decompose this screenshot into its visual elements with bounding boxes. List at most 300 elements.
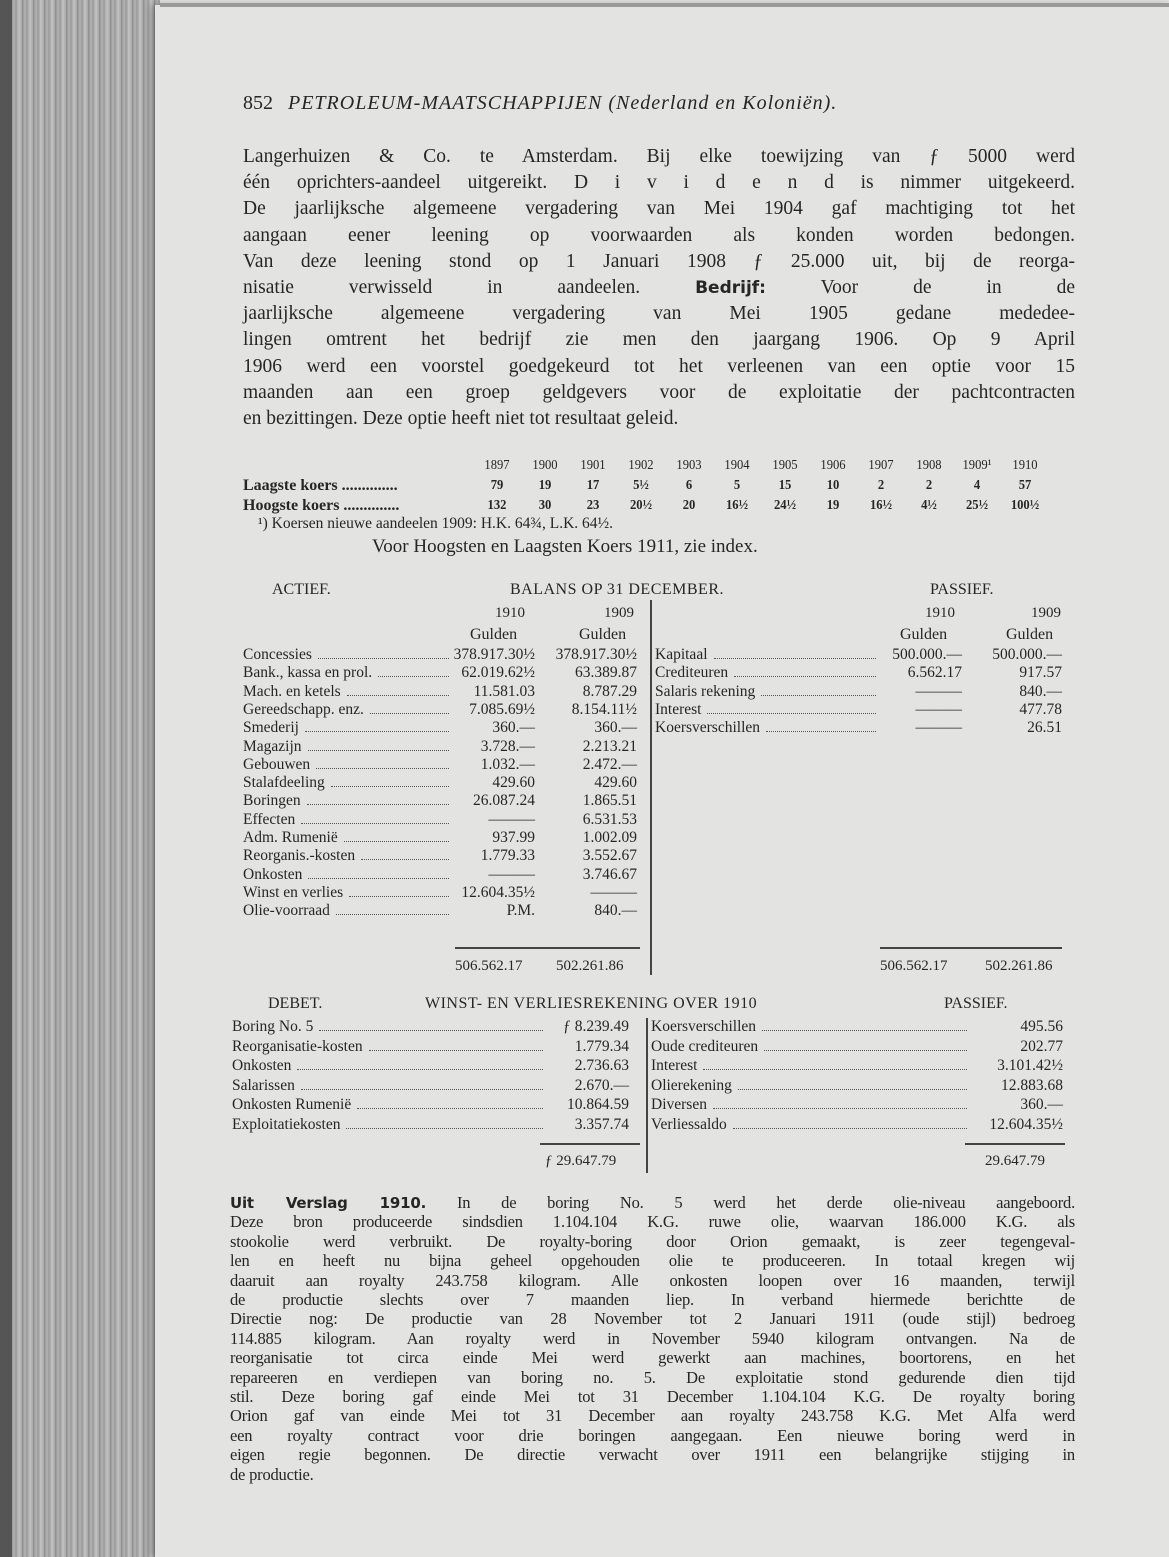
table-row [232, 1077, 629, 1095]
debet-heading: DEBET. [268, 995, 323, 1012]
table-row [651, 1096, 1063, 1114]
page-top-edge [160, 3, 1169, 7]
text-line [230, 1271, 1075, 1290]
row-label: Boringen [243, 792, 301, 810]
row-value: 360.— [1020, 1096, 1063, 1114]
row-label-wrap [243, 829, 453, 847]
row-label: Gebouwen [243, 755, 311, 773]
dot-leader [301, 1077, 543, 1090]
row-value: 3.101.42½ [997, 1057, 1063, 1075]
text-run: repareeren en verdiepen van boring no. 5. De exploitatie stond gedurende dien tijd [230, 1367, 1075, 1387]
row-value: 62.019.62½ [461, 664, 535, 682]
koers-value: 17 [586, 478, 600, 493]
text-run: stookolie werd verbruikt. De royalty-boring door Orion gemaakt, is zeer tegengeval- [230, 1231, 1075, 1251]
text-line [243, 224, 1075, 248]
table-row [243, 884, 637, 902]
text-run: de productie slechts over 7 maanden liep. In verband hiermede berichtte de [230, 1290, 1075, 1309]
text-run: Deze bron produceerde sindsdien 1.104.104 K.G. ruwe olie, waarvan 186.000 K.G. als [230, 1212, 1075, 1232]
row-value: 1.032.— [480, 755, 535, 773]
koers-row [243, 476, 1049, 496]
row-value: 11.581.03 [473, 682, 535, 700]
row-value: 378.917.30½ [555, 646, 637, 663]
row-value: 1.865.51 [582, 792, 637, 810]
text-line [230, 1368, 1075, 1387]
row-value: 2.472.— [582, 755, 637, 773]
koers-value: 23 [586, 498, 600, 513]
dot-leader [738, 1077, 967, 1090]
row-label: Adm. Rumenië [243, 829, 338, 846]
text-run: jaarlijksche algemeene vergadering van Mei 1905 gedane mededee- [243, 303, 1075, 325]
row-label: Reorganis.-kosten [243, 847, 356, 865]
text-line [243, 276, 1075, 300]
row-value: 63.389.87 [575, 664, 637, 682]
text-run: len en heeft nu bijna geheel opgehouden olie te produceeren. In totaal kregen wij [230, 1251, 1075, 1271]
column-year: 1910 [495, 605, 525, 621]
year-header: 1905 [772, 458, 798, 473]
table-row [232, 1038, 629, 1056]
row-value: ——— [915, 719, 962, 737]
row-label-wrap [243, 884, 453, 902]
row-value: 8.787.29 [582, 682, 637, 700]
row-label-wrap [651, 1077, 971, 1095]
row-label: Onkosten [243, 865, 303, 883]
dot-leader [703, 1057, 967, 1070]
table-row [655, 646, 1062, 664]
footnote: ¹) Koersen nieuwe aandeelen 1909: H.K. 64¾, L.K. 64½. [258, 515, 614, 532]
table-row [651, 1116, 1063, 1134]
run-in-heading: Bedrijf: [695, 278, 766, 298]
text-run: nisatie verwisseld in aandeelen. [243, 277, 696, 298]
row-label-wrap [232, 1096, 547, 1114]
total: 506.562.17 [455, 958, 523, 974]
row-value: 1.779.34 [574, 1037, 629, 1055]
year-header: 1900 [532, 458, 558, 473]
text-run: een royalty contract voor drie boringen aangegaan. Een nieuwe boring werd in [230, 1425, 1075, 1445]
year-header-row [243, 456, 1049, 476]
koers-row [243, 496, 1049, 516]
column-year: 1909 [604, 605, 634, 621]
table-row [243, 664, 637, 682]
row-label: Interest [655, 700, 702, 718]
total-rule [880, 947, 1062, 949]
koers-value: 10 [826, 478, 840, 493]
row-value: ——— [590, 883, 637, 901]
column-year: 1910 [925, 605, 955, 621]
text-line [230, 1232, 1075, 1251]
year-header: 1897 [484, 458, 510, 473]
row-label-wrap [243, 719, 453, 737]
year-header: 1909¹ [962, 458, 992, 473]
text-line [230, 1329, 1075, 1348]
text-line [230, 1212, 1075, 1231]
row-label: Oude crediteuren [651, 1037, 759, 1055]
table-row [243, 719, 637, 737]
row-label-wrap [651, 1018, 971, 1036]
dot-leader [761, 683, 876, 696]
spacer [243, 456, 473, 476]
text-run: De jaarlijksche algemeene vergadering van Mei 1904 gaf machtiging tot het [243, 198, 1075, 220]
dot-leader [734, 664, 876, 677]
text-line [230, 1193, 1075, 1212]
header-title: PETROLEUM-MAATSCHAPPIJEN (Nederland en Koloniën). [288, 92, 838, 114]
row-value: ƒ 8.239.49 [563, 1018, 629, 1035]
row-label: Boring No. 5 [232, 1018, 314, 1035]
row-label-wrap [243, 847, 453, 865]
row-value: ——— [915, 682, 962, 700]
row-label: Koersverschillen [651, 1018, 757, 1035]
row-label-wrap [243, 683, 453, 701]
table-row [243, 774, 637, 792]
row-label: Magazijn [243, 737, 302, 755]
dot-leader [319, 1018, 543, 1031]
koers-value: 79 [490, 478, 504, 493]
row-label-wrap [232, 1018, 547, 1036]
row-value: 3.357.74 [574, 1116, 629, 1133]
row-value: 378.917.30½ [453, 646, 535, 663]
text-line [230, 1290, 1075, 1309]
row-value: ——— [488, 810, 535, 828]
dot-leader [370, 701, 449, 714]
row-label: Kapitaal [655, 646, 708, 663]
row-label: Diversen [651, 1096, 707, 1114]
row-label: Smederij [243, 719, 299, 737]
text-line [243, 302, 1075, 326]
row-label: Onkosten [232, 1057, 292, 1075]
table-row [243, 902, 637, 920]
row-value: 500.000.— [892, 646, 962, 663]
text-run: eigen regie begonnen. De directie verwacht over 1911 een belangrijke stijging in [230, 1445, 1075, 1465]
row-label: Salaris rekening [655, 682, 756, 700]
column-divider [650, 600, 652, 975]
dot-leader [707, 701, 876, 714]
row-label: Gereedschapp. enz. [243, 700, 364, 718]
row-label-wrap [655, 719, 880, 737]
dot-leader [344, 829, 449, 842]
passief-heading: PASSIEF. [930, 581, 994, 598]
row-label-wrap [655, 683, 880, 701]
dot-leader [297, 1057, 543, 1070]
table-row [232, 1057, 629, 1075]
dot-leader [369, 1038, 543, 1051]
row-label-wrap [243, 738, 453, 756]
row-label-wrap [243, 664, 453, 682]
row-value: 917.57 [1019, 664, 1062, 682]
row-label-wrap [243, 902, 453, 920]
text-line [230, 1426, 1075, 1445]
column-divider [646, 1018, 648, 1173]
total: 502.261.86 [556, 958, 624, 974]
run-in-heading: Uit Verslag 1910. [230, 1194, 427, 1212]
row-value: 2.736.63 [574, 1057, 629, 1075]
table-row [243, 847, 637, 865]
row-value: ——— [915, 700, 962, 718]
dot-leader [357, 1096, 543, 1109]
row-label-wrap [243, 646, 453, 664]
row-label: Crediteuren [655, 664, 729, 682]
row-value: 360.— [492, 719, 535, 737]
row-value: 360.— [594, 719, 637, 737]
dot-leader [336, 902, 449, 915]
row-label: Exploitatiekosten [232, 1116, 341, 1133]
koers-value: 20 [682, 498, 696, 513]
table-row [655, 719, 1062, 737]
koers-value: 100½ [1010, 498, 1040, 513]
koers-value: 57 [1018, 478, 1032, 493]
text-run: Langerhuizen & Co. te Amsterdam. Bij elke toewijzing van ƒ 5000 werd [243, 146, 1075, 167]
row-label-wrap [232, 1077, 547, 1095]
text-line [230, 1309, 1075, 1328]
koers-value: 2 [925, 478, 933, 493]
row-label-wrap [243, 701, 453, 719]
dot-leader [713, 1096, 967, 1109]
column-year: 1909 [1031, 605, 1061, 621]
row-label-wrap [243, 774, 453, 792]
table-row [243, 646, 637, 664]
dot-leader [308, 738, 449, 751]
koers-value: 30 [538, 498, 552, 513]
text-run: Voor de in de [765, 277, 1075, 298]
text-line [230, 1348, 1075, 1367]
text-run: Van deze leening stond op 1 Januari 1908 ƒ 25.000 uit, bij de reorga- [243, 250, 1075, 272]
total: 502.261.86 [985, 958, 1053, 974]
table-row [655, 664, 1062, 682]
text-line [243, 145, 1075, 169]
table-row [243, 829, 637, 847]
row-label-wrap [651, 1038, 971, 1056]
row-label-wrap [243, 866, 453, 884]
row-label: Onkosten Rumenië [232, 1096, 352, 1114]
table-row [243, 866, 637, 884]
row-label: Laagste koers .............. [243, 477, 398, 494]
dot-leader [305, 719, 449, 732]
table-row [232, 1018, 629, 1036]
dot-leader [307, 792, 449, 805]
row-label: Salarissen [232, 1076, 295, 1094]
row-value: 429.60 [492, 774, 535, 792]
dot-leader [316, 756, 449, 769]
row-label: Reorganisatie-kosten [232, 1037, 363, 1055]
table-row [651, 1018, 1063, 1036]
koers-value: 16½ [725, 498, 749, 513]
text-run: de productie. [230, 1464, 314, 1484]
row-label-wrap [651, 1096, 971, 1114]
dot-leader [318, 646, 449, 659]
koers-value: 19 [538, 478, 552, 493]
text-run: reorganisatie tot circa einde Mei werd gewerkt aan machines, boortorens, en het [230, 1348, 1075, 1368]
koers-value: 24½ [773, 498, 797, 513]
koers-value: 25½ [965, 498, 989, 513]
table-row [651, 1077, 1063, 1095]
row-label: Verliessaldo [651, 1116, 727, 1133]
passief-heading: PASSIEF. [944, 995, 1008, 1012]
table-row [655, 701, 1062, 719]
table-row [243, 738, 637, 756]
text-run: maanden aan een groep geldgevers voor de exploitatie der pachtcontracten [243, 381, 1075, 403]
column-unit: Gulden [470, 626, 518, 643]
table-row [232, 1096, 629, 1114]
row-label-wrap [655, 701, 880, 719]
text-line [230, 1387, 1075, 1406]
row-value: 6.531.53 [582, 810, 637, 828]
row-label: Interest [651, 1057, 698, 1075]
row-label: Olie-voorraad [243, 902, 330, 920]
text-line [243, 407, 1075, 431]
year-header: 1901 [580, 458, 606, 473]
row-value: 26.51 [1027, 719, 1062, 737]
table-row [243, 756, 637, 774]
column-unit: Gulden [1006, 626, 1054, 643]
koers-value: 20½ [629, 498, 653, 513]
koers-value: 15 [778, 478, 792, 493]
text-run: daaruit aan royalty 243.758 kilogram. Alle onkosten loopen over 16 maanden, terwijl [230, 1270, 1075, 1290]
dot-leader [301, 811, 449, 824]
koers-value: 132 [487, 498, 507, 513]
row-label-wrap [243, 792, 453, 810]
text-run: aangaan eener leening op voorwaarden als konden worden bedongen. [243, 224, 1075, 246]
row-label-wrap [651, 1116, 971, 1134]
row-value: P.M. [506, 902, 535, 920]
book-page-edges [0, 0, 160, 1557]
text-line [243, 171, 1075, 195]
row-value: 2.213.21 [582, 737, 637, 755]
row-value: 3.746.67 [582, 865, 637, 883]
year-header: 1908 [916, 458, 942, 473]
year-header: 1906 [820, 458, 846, 473]
pl-title: WINST- EN VERLIESREKENING OVER 1910 [425, 995, 758, 1012]
row-value: 840.— [1019, 682, 1062, 700]
text-run: Orion gaf van einde Mei tot 31 December aan royalty 243.758 K.G. Met Alfa werd [230, 1406, 1075, 1426]
text-line [230, 1465, 1075, 1484]
row-value: 12.883.68 [1001, 1076, 1063, 1094]
row-label-wrap [232, 1057, 547, 1075]
column-unit: Gulden [900, 626, 948, 643]
total: 29.647.79 [985, 1153, 1045, 1169]
total-rule [965, 1143, 1065, 1145]
text-run: In de boring No. 5 werd het derde olie-niveau aangeboord. [426, 1193, 1075, 1212]
koers-value: 5 [733, 478, 741, 493]
table-row [243, 811, 637, 829]
page-number: 852 [243, 92, 273, 114]
row-value: 429.60 [594, 774, 637, 792]
text-run: 1906 werd een voorstel goedgekeurd tot het verleenen van een optie voor 15 [243, 355, 1075, 377]
koers-value: 4 [973, 478, 981, 493]
row-value: ——— [488, 865, 535, 883]
dot-leader [762, 1018, 967, 1031]
row-value: 937.99 [492, 829, 535, 846]
dot-leader [714, 646, 876, 659]
row-value: 8.154.11½ [571, 700, 637, 718]
dot-leader [378, 664, 449, 677]
dot-leader [349, 884, 449, 897]
text-line [230, 1251, 1075, 1270]
year-header: 1904 [724, 458, 750, 473]
row-value: 10.864.59 [567, 1096, 629, 1114]
row-label: Effecten [243, 810, 296, 828]
row-value: 7.085.69½ [469, 700, 535, 718]
text-run: en bezittingen. Deze optie heeft niet tot resultaat geleid. [243, 408, 679, 429]
total-rule [540, 1143, 640, 1145]
row-value: 2.670.— [574, 1076, 629, 1094]
year-header: 1907 [868, 458, 894, 473]
index-note: Voor Hoogsten en Laagsten Koers 1911, zie index. [372, 536, 758, 557]
text-line [243, 250, 1075, 274]
row-value: 500.000.— [992, 646, 1062, 663]
row-value: 202.77 [1020, 1037, 1063, 1055]
dot-leader [347, 683, 449, 696]
year-header: 1910 [1012, 458, 1038, 473]
dot-leader [733, 1116, 967, 1129]
row-label: Koersverschillen [655, 719, 761, 737]
table-row [243, 792, 637, 810]
text-run: stil. Deze boring gaf einde Mei tot 31 December 1.104.104 K.G. De royalty boring [230, 1387, 1075, 1406]
row-value: 1.779.33 [480, 847, 535, 865]
text-run: Directie nog: De productie van 28 November tot 2 Januari 1911 (oude stijl) bedroeg [230, 1309, 1075, 1329]
table-row [232, 1116, 629, 1134]
row-label: Winst en verlies [243, 883, 344, 901]
dot-leader [361, 847, 449, 860]
text-line [243, 381, 1075, 405]
dot-leader [764, 1038, 967, 1051]
text-line [230, 1445, 1075, 1464]
dot-leader [766, 719, 876, 732]
row-value: 12.604.35½ [461, 883, 535, 901]
row-label: Bank., kassa en prol. [243, 664, 373, 682]
balance-title: BALANS OP 31 DECEMBER. [510, 581, 724, 598]
column-unit: Gulden [579, 626, 627, 643]
row-value: 495.56 [1020, 1018, 1063, 1035]
dot-leader [346, 1116, 543, 1129]
table-row [651, 1038, 1063, 1056]
total: 506.562.17 [880, 958, 948, 974]
text-run: één oprichters-aandeel uitgereikt. D i v i d e n d is nimmer uitgekeerd. [243, 172, 1075, 194]
total-rule [455, 947, 640, 949]
koers-value: 2 [877, 478, 885, 493]
row-label-wrap [655, 664, 880, 682]
table-row [651, 1057, 1063, 1075]
row-value: 6.562.17 [907, 664, 962, 682]
row-label: Olierekening [651, 1076, 732, 1094]
text-line [230, 1406, 1075, 1425]
text-line [243, 328, 1075, 352]
koers-value: 19 [826, 498, 840, 513]
row-label-wrap [655, 646, 880, 664]
koers-value: 4½ [921, 498, 937, 513]
table-row [243, 701, 637, 719]
row-value: 1.002.09 [582, 829, 637, 846]
row-label-wrap [243, 756, 453, 774]
row-value: 840.— [594, 902, 637, 920]
text-line [243, 355, 1075, 379]
row-label: Hoogste koers .............. [243, 497, 400, 514]
table-row [243, 683, 637, 701]
actief-heading: ACTIEF. [272, 581, 331, 598]
table-row [655, 683, 1062, 701]
koers-value: 5½ [633, 478, 649, 493]
total: ƒ 29.647.79 [545, 1153, 617, 1169]
row-value: 3.552.67 [582, 847, 637, 865]
year-header: 1903 [676, 458, 702, 473]
row-value: 477.78 [1019, 700, 1062, 718]
row-label-wrap [232, 1038, 547, 1056]
text-line [243, 197, 1075, 221]
row-value: 12.604.35½ [989, 1116, 1063, 1133]
row-label: Stalafdeeling [243, 774, 325, 792]
row-label-wrap [651, 1057, 971, 1075]
row-label: Concessies [243, 646, 312, 663]
text-run: lingen omtrent het bedrijf zie men den jaargang 1906. Op 9 April [243, 329, 1075, 351]
row-value: 26.087.24 [473, 792, 535, 810]
row-label: Mach. en ketels [243, 682, 341, 700]
